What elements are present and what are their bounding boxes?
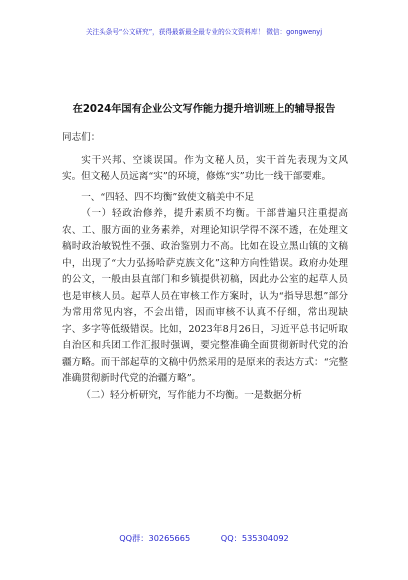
top-banner: 关注头条号“公文研究”，获得最新最全最专业的公文资料库！ 微信：gongwenyj: [85, 28, 323, 36]
footer-contact: [0, 533, 408, 544]
paragraph-intro: 实干兴邦、空谈误国。作为文秘人员，实干首先表现为文风实。但文秘人员远离“实”的环境，修炼“实”功比一线干部要难。: [62, 154, 348, 182]
paragraph-subsection-1: （一）轻政治修养，提升素质不均衡。干部普遍只注重提高农、工、服方面的业务素养，对理论知识学得不深不透，在处理文稿时政治敏锐性不强、政治鉴别力不高。比如在设立黑山镇的文稿中，出现了“大力弘扬哈萨克族文化”这种方向性错误。政府办处理的公文，一般由县直部门和乡镇提供初稿，因此办公室的起草人员也是审核人员。起草人员在审核工作方案时，认为“指导思想”部分为常用常见内容，不会出错，因而审核不认真不仔细，常出现缺字、多字等低级错误。比如，2023年8月26日，习近平总书记听取自治区和兵团工作汇报时强调，要完整准确全面贯彻新时代党的治疆方略。而干部起草的文稿中仍然采用的是原来的表达方式：“完整准确贯彻新时代党的治疆方略”。: [62, 208, 348, 384]
section-heading-1: 一、“四轻、四不均衡”致使文稿美中不足: [81, 191, 255, 203]
paragraph-subsection-2: （二）轻分析研究，写作能力不均衡。一是数据分析: [81, 389, 302, 401]
document-body: [62, 120, 348, 404]
footer-qq-group: QQ群：30265665: [119, 533, 191, 543]
salutation: 同志们：: [62, 132, 101, 143]
document-title: 在2024年国有企业公文写作能力提升培训班上的辅导报告: [72, 104, 336, 115]
footer-qq: QQ：535304092: [220, 533, 289, 543]
